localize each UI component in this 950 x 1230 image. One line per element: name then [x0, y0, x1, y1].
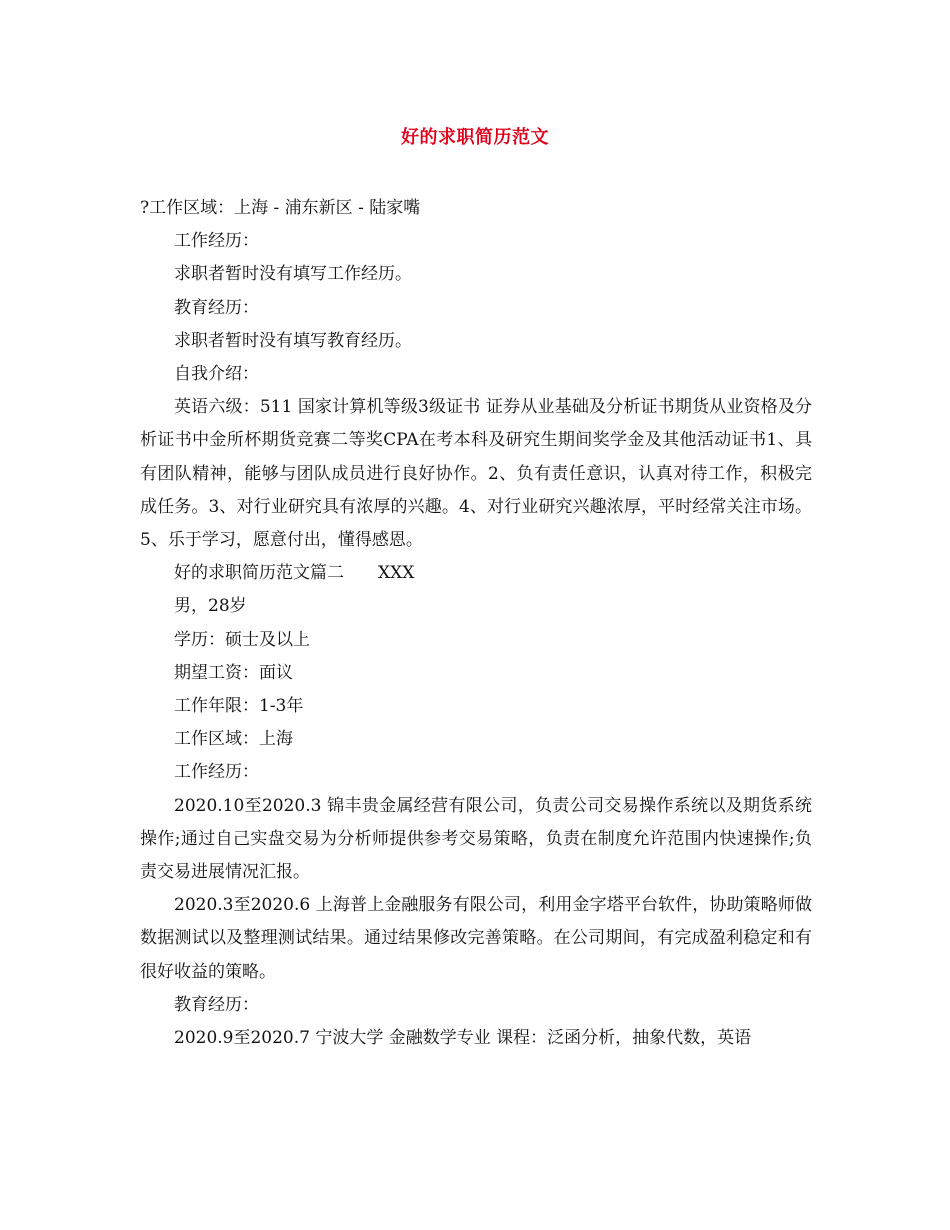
- paragraph-education-heading-2: 教育经历：: [174, 994, 259, 1015]
- paragraph-education-detail: 2020.9至2020.7 宁波大学 金融数学专业 课程：泛函分析，抽象代数，英语: [174, 1028, 752, 1049]
- paragraph-job-2: 2020.3至2020.6 上海普上金融服务有限公司，利用金字塔平台软件，协助策略师做数据测试以及整理测试结果。通过结果修改完善策略。在公司期间，有完成盈利稳定和有很好收益的策略。: [140, 895, 812, 982]
- paragraph-degree: 学历：硕士及以上: [174, 629, 310, 650]
- paragraph-years-of-work: 工作年限：1-3年: [174, 696, 304, 717]
- document-title: 好的求职简历范文: [401, 127, 549, 148]
- paragraph-education-empty: 求职者暂时没有填写教育经历。: [174, 330, 412, 351]
- paragraph-self-intro-heading: 自我介绍：: [174, 364, 259, 385]
- paragraph-work-experience-empty: 求职者暂时没有填写工作经历。: [174, 264, 412, 285]
- paragraph-expected-salary: 期望工资：面议: [174, 662, 293, 683]
- document-body: [140, 192, 812, 1055]
- paragraph-job-1: 2020.10至2020.3 锦丰贵金属经营有限公司，负责公司交易操作系统以及期货系统操作;通过自己实盘交易为分析师提供参考交易策略，负责在制度允许范围内快速操作;负责交易进展情况汇报。: [140, 795, 812, 883]
- paragraph-education-heading: 教育经历：: [174, 297, 259, 318]
- paragraph-gender-age: 男，28岁: [174, 596, 247, 617]
- paragraph-work-area-2: 工作区域：上海: [174, 729, 293, 750]
- paragraph-work-area: ?工作区域：上海 - 浦东新区 - 陆家嘴: [140, 198, 421, 218]
- paragraph-work-experience-heading-2: 工作经历：: [174, 762, 259, 783]
- paragraph-section-two-title: 好的求职简历范文篇二 XXX: [174, 563, 415, 584]
- paragraph-work-experience-heading: 工作经历：: [174, 231, 259, 252]
- paragraph-self-intro: 英语六级：511 国家计算机等级3级证书 证券从业基础及分析证书期货从业资格及分析证书中金所杯期货竞赛二等奖CPA在考本科及研究生期间奖学金及其他活动证书1、具有团队精神，能够与团队成员进行良好协作。2、负有责任意识，认真对待工作，积极完成任务。3、对行业研究具有浓厚的兴趣。4、对行业研究兴趣浓厚，平时经常关注市场。5、乐于学习，愿意付出，懂得感恩。: [140, 397, 812, 551]
